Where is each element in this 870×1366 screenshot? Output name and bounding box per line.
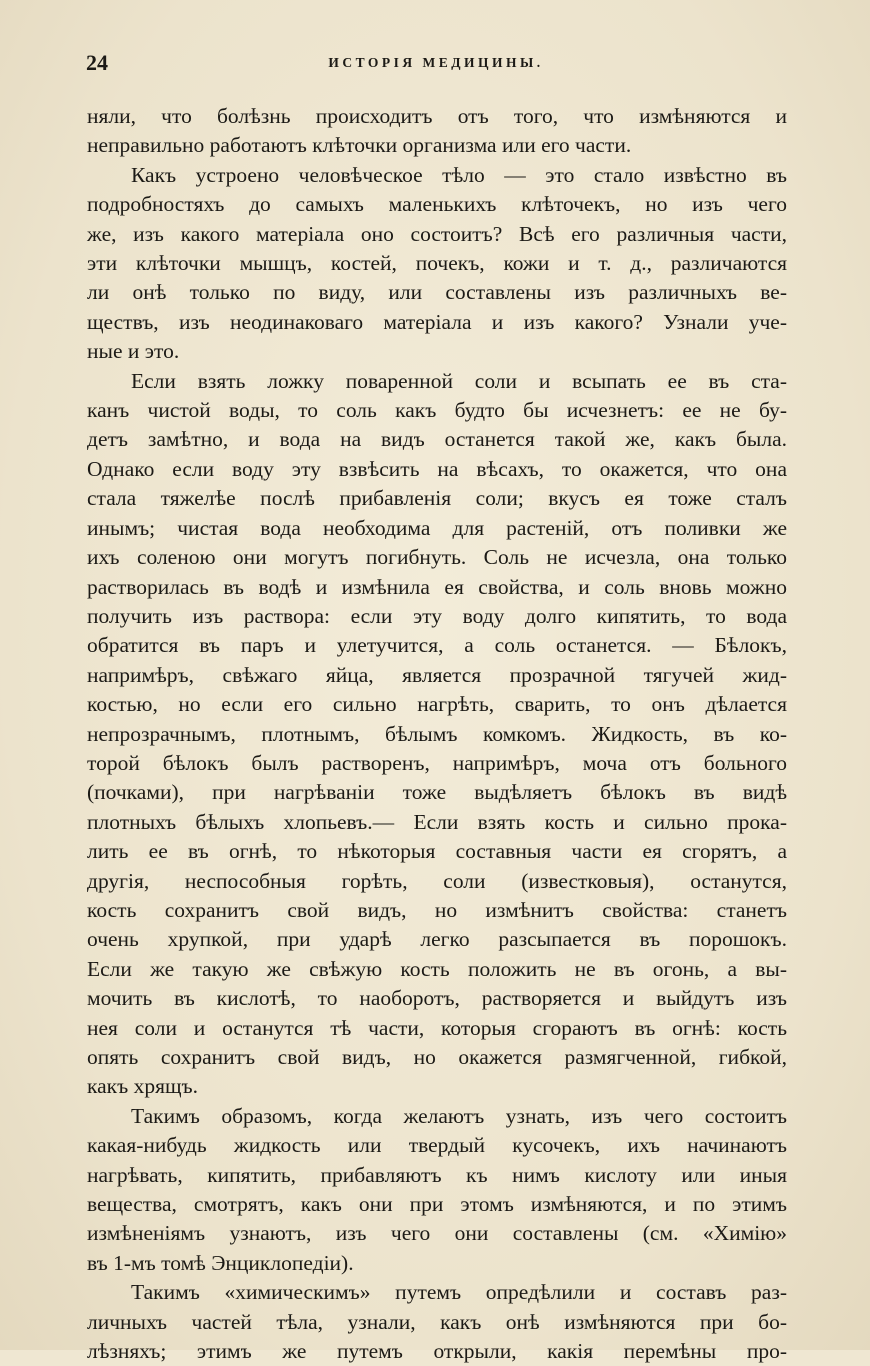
text-line: кость сохранитъ свой видъ, но измѣнитъ свойства: станетъ [87, 897, 787, 922]
running-title: ИСТОРІЯ МЕДИЦИНЫ. [328, 55, 544, 70]
text-line: въ 1-мъ томѣ Энциклопедіи). [87, 1250, 354, 1275]
text-line: (почками), при нагрѣваніи тоже выдѣляетъ бѣлокъ въ видѣ [87, 780, 787, 805]
text-line: Если взять ложку поваренной соли и всыпать ее въ ста- [131, 368, 787, 393]
text-line: измѣненіямъ узнаютъ, изъ чего они составлены (см. «Химію» [87, 1221, 787, 1246]
body-text [87, 102, 787, 1366]
text-line: Такимъ «химическимъ» путемъ опредѣлили и составъ раз- [131, 1280, 787, 1305]
text-line: получить изъ раствора: если эту воду долго кипятить, то вода [87, 603, 787, 628]
text-line: опять сохранитъ свой видъ, но окажется размягченной, гибкой, [87, 1045, 787, 1069]
text-line: Такимъ образомъ, когда желаютъ узнать, изъ чего состоитъ [131, 1103, 787, 1128]
text-line: нея соли и останутся тѣ части, которыя сгораютъ въ огнѣ: кость [87, 1015, 787, 1040]
text-line: костью, но если его сильно нагрѣть, сварить, то онъ дѣлается [87, 692, 787, 717]
text-line: Какъ устроено человѣческое тѣло — это стало извѣстно въ [131, 162, 787, 187]
text-line: нагрѣвать, кипятить, прибавляютъ къ нимъ кислоту или иныя [87, 1162, 787, 1187]
text-line: плотныхъ бѣлыхъ хлопьевъ.— Если взять кость и сильно прока- [87, 809, 787, 834]
text-line: какъ хрящъ. [87, 1074, 199, 1099]
text-line: обратится въ паръ и улетучится, а соль останется. — Бѣлокъ, [87, 633, 787, 658]
text-line: детъ замѣтно, и вода на видъ останется такой же, какъ была. [87, 427, 787, 452]
text-line: лить ее въ огнѣ, то нѣкоторыя составныя части ея сгорятъ, а [87, 839, 787, 864]
text-line: лѣзняхъ; этимъ же путемъ открыли, какія перемѣны про- [87, 1339, 787, 1364]
page-number: 24 [86, 50, 108, 75]
text-line: ществъ, изъ неодинаковаго матеріала и изъ какого? Узнали уче- [87, 309, 787, 334]
text-line: вещества, смотрятъ, какъ они при этомъ измѣняются, и по этимъ [87, 1192, 787, 1217]
running-head [86, 50, 786, 80]
text-line: очень хрупкой, при ударѣ легко разсыпается въ порошокъ. [87, 927, 787, 952]
text-line: подробностяхъ до самыхъ маленькихъ клѣточекъ, но изъ чего [87, 192, 787, 217]
text-line: инымъ; чистая вода необходима для растеній, отъ поливки же [87, 515, 787, 540]
text-line: какая-нибудь жидкость или твердый кусочекъ, ихъ начинаютъ [87, 1133, 787, 1158]
text-line: неправильно работаютъ клѣточки организма или его части. [87, 133, 632, 158]
text-line: канъ чистой воды, то соль какъ будто бы исчезнетъ: ее не бу- [87, 398, 787, 423]
text-line: растворилась въ водѣ и измѣнила ея свойства, и соль вновь можно [87, 574, 787, 599]
text-line: эти клѣточки мышцъ, костей, почекъ, кожи и т. д., различаются [87, 251, 787, 276]
text-line: Однако если воду эту взвѣсить на вѣсахъ, то окажется, что она [87, 456, 787, 481]
text-line: непрозрачнымъ, плотнымъ, бѣлымъ комкомъ. Жидкость, въ ко- [87, 721, 787, 746]
text-line: ихъ соленою они могутъ погибнуть. Соль не исчезла, она только [87, 545, 787, 570]
text-line: ные и это. [87, 339, 180, 364]
text-line: торой бѣлокъ былъ растворенъ, напримѣръ, моча отъ больного [87, 750, 787, 775]
text-line: стала тяжелѣе послѣ прибавленія соли; вкусъ ея тоже сталъ [87, 486, 787, 511]
text-line: мочить въ кислотѣ, то наоборотъ, растворяется и выйдутъ изъ [87, 986, 787, 1011]
text-line: другія, неспособныя горѣть, соли (известковыя), останутся, [87, 868, 787, 893]
text-line: напримѣръ, свѣжаго яйца, является прозрачной тягучей жид- [87, 662, 787, 687]
text-line: няли, что болѣзнь происходитъ отъ того, что измѣняются и [87, 104, 787, 128]
text-line: личныхъ частей тѣла, узнали, какъ онѣ измѣняются при бо- [87, 1309, 787, 1334]
text-line: ли онѣ только по виду, или составлены изъ различныхъ ве- [87, 280, 787, 305]
text-line: же, изъ какого матеріала оно состоитъ? Всѣ его различныя части, [87, 221, 787, 246]
text-line: Если же такую же свѣжую кость положить не въ огонь, а вы- [87, 956, 787, 981]
